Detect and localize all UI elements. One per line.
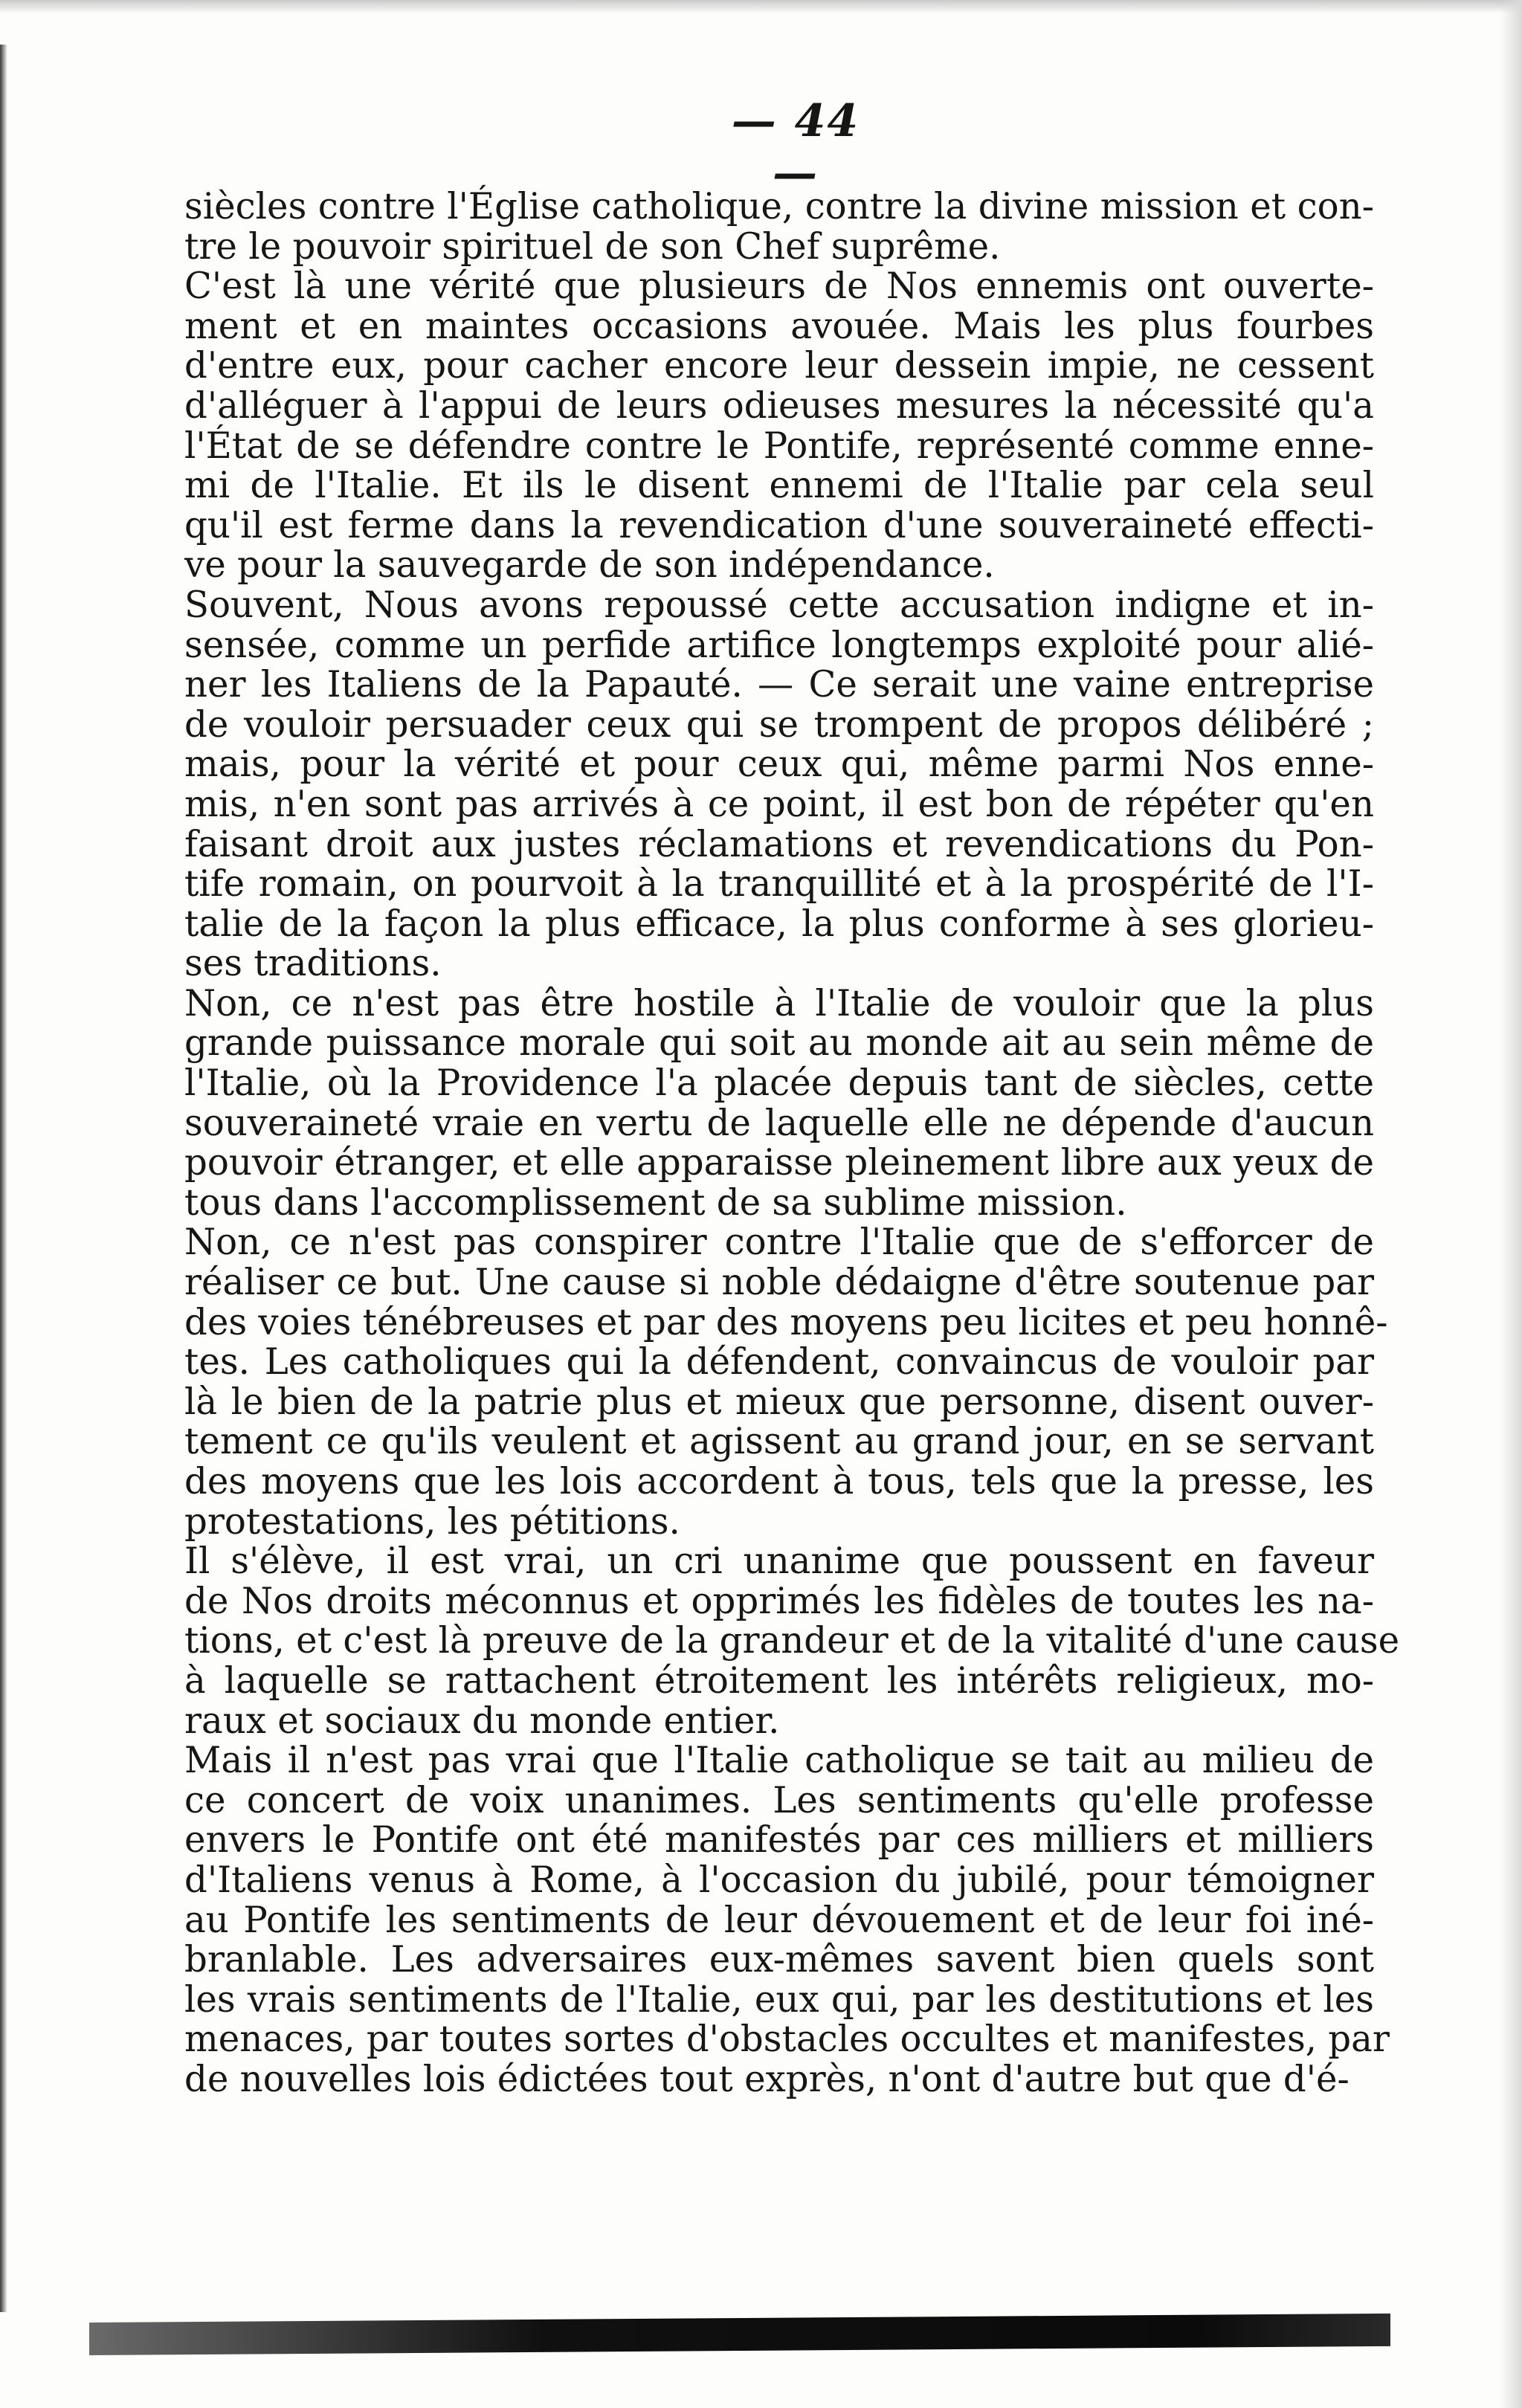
text-line: tre le pouvoir spirituel de son Chef suprême.	[184, 225, 1001, 268]
scan-shadow-right	[1500, 0, 1522, 2408]
text-line: sensée, comme un perfide artifice longtemps exploité pour alié-	[184, 624, 1374, 666]
text-line: Non, ce n'est pas conspirer contre l'Italie que de s'efforcer de	[184, 1221, 1374, 1264]
text-line: réaliser ce but. Une cause si noble dédaigne d'être soutenue par	[184, 1262, 1374, 1304]
text-line: menaces, par toutes sortes d'obstacles occultes et manifestes, par	[184, 2018, 1390, 2061]
text-line: à laquelle se rattachent étroitement les intérêts religieux, mo-	[184, 1659, 1374, 1702]
text-line: mi de l'Italie. Et ils le disent ennemi de l'Italie par cela seul	[184, 465, 1374, 507]
text-line: ce concert de voix unanimes. Les sentiments qu'elle professe	[184, 1779, 1374, 1821]
text-line: de vouloir persuader ceux qui se trompent de propos délibéré ;	[184, 703, 1374, 746]
text-line: mais, pour la vérité et pour ceux qui, même parmi Nos enne-	[184, 743, 1374, 786]
text-line: Il s'élève, il est vrai, un cri unanime que poussent en faveur	[184, 1540, 1374, 1583]
text-line: pouvoir étranger, et elle apparaisse pleinement libre aux yeux de	[184, 1142, 1374, 1184]
text-line: des voies ténébreuses et par des moyens peu licites et peu honnê-	[184, 1301, 1388, 1343]
text-line: C'est là une vérité que plusieurs de Nos ennemis ont ouverte-	[184, 265, 1374, 308]
text-line: faisant droit aux justes réclamations et revendications du Pon-	[184, 823, 1374, 865]
text-line: ve pour la sauvegarde de son indépendance.	[184, 544, 995, 587]
text-line: tous dans l'accomplissement de sa sublime mission.	[184, 1181, 1127, 1224]
body-text	[184, 186, 1400, 2100]
text-line: des moyens que les lois accordent à tous, tels que la presse, les	[184, 1461, 1374, 1502]
text-line: les vrais sentiments de l'Italie, eux qui, par les destitutions et les	[184, 1978, 1374, 2021]
text-line: raux et sociaux du monde entier.	[184, 1700, 780, 1742]
text-line: Souvent, Nous avons repoussé cette accusation indigne et in-	[184, 584, 1374, 626]
text-line: tife romain, on pourvoit à la tranquillité et à la prospérité de l'I-	[184, 863, 1374, 906]
page-number: — 44 —	[731, 95, 860, 199]
text-line: mis, n'en sont pas arrivés à ce point, il est bon de répéter qu'en	[184, 783, 1374, 825]
text-line: envers le Pontife ont été manifestés par ces milliers et milliers	[184, 1819, 1374, 1862]
text-line: d'entre eux, pour cacher encore leur dessein impie, ne cessent	[184, 345, 1374, 387]
scan-shadow-top	[0, 0, 1522, 13]
text-line: talie de la façon la plus efficace, la plus conforme à ses glorieu-	[184, 903, 1374, 945]
text-line: branlable. Les adversaires eux-mêmes savent bien quels sont	[184, 1939, 1374, 1981]
text-line: l'État de se défendre contre le Pontife, représenté comme enne-	[184, 425, 1374, 467]
text-line: Non, ce n'est pas être hostile à l'Italie de vouloir que la plus	[184, 982, 1374, 1024]
text-line: au Pontife les sentiments de leur dévouement et de leur foi iné-	[184, 1899, 1374, 1941]
scan-shadow-left	[0, 45, 7, 2312]
text-line: là le bien de la patrie plus et mieux que personne, disent ouver-	[184, 1381, 1374, 1423]
text-line: ses traditions.	[184, 943, 442, 985]
text-line: tement ce qu'ils veulent et agissent au grand jour, en se servant	[184, 1421, 1374, 1463]
text-line: tes. Les catholiques qui la défendent, convaincus de vouloir par	[184, 1341, 1374, 1384]
text-line: protestations, les pétitions.	[184, 1500, 680, 1543]
text-line: souveraineté vraie en vertu de laquelle elle ne dépende d'aucun	[184, 1102, 1374, 1144]
text-line: ment et en maintes occasions avouée. Mais les plus fourbes	[184, 305, 1374, 347]
scan-bottom-bar	[89, 2314, 1390, 2355]
text-line: Mais il n'est pas vrai que l'Italie catholique se tait au milieu de	[184, 1740, 1374, 1782]
text-line: siècles contre l'Église catholique, contre la divine mission et con-	[184, 186, 1374, 227]
text-line: l'Italie, où la Providence l'a placée depuis tant de siècles, cette	[184, 1062, 1374, 1105]
text-line: d'alléguer à l'appui de leurs odieuses mesures la nécessité qu'a	[184, 384, 1374, 427]
text-line: de Nos droits méconnus et opprimés les fidèles de toutes les na-	[184, 1580, 1374, 1622]
text-line: tions, et c'est là preuve de la grandeur et de la vitalité d'une cause	[184, 1620, 1400, 1662]
text-line: ner les Italiens de la Papauté. — Ce serait une vaine entreprise	[184, 664, 1374, 706]
text-line: grande puissance morale qui soit au monde ait au sein même de	[184, 1022, 1374, 1065]
text-line: d'Italiens venus à Rome, à l'occasion du jubilé, pour témoigner	[184, 1859, 1374, 1901]
text-line: de nouvelles lois édictées tout exprès, n'ont d'autre but que d'é-	[184, 2058, 1350, 2100]
text-line: qu'il est ferme dans la revendication d'une souveraineté effecti-	[184, 504, 1374, 546]
